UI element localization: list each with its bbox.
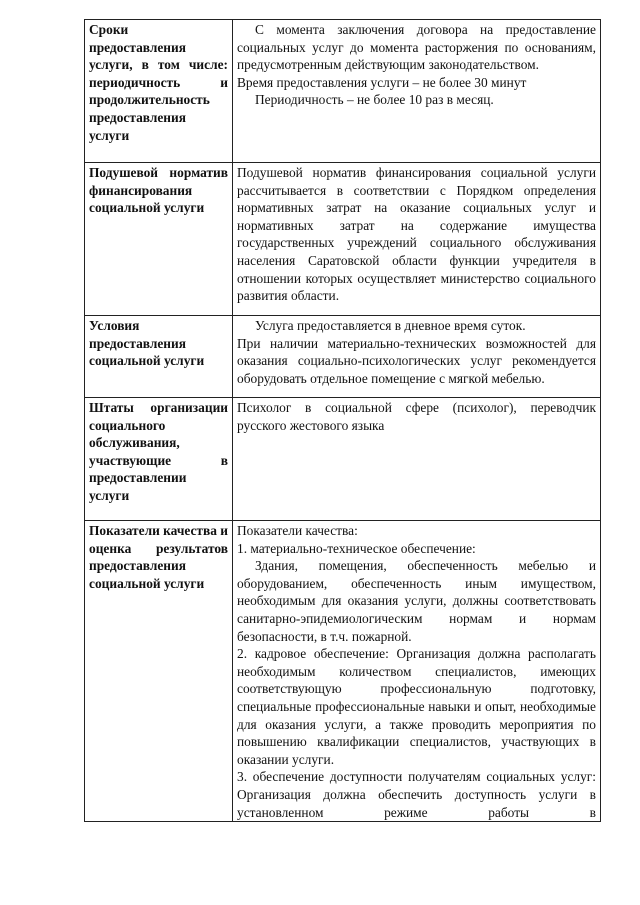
paragraph: С момента заключения договора на предоставление социальных услуг до момента расторжения по основаниям, предусмотренным действующим законодательством. — [237, 22, 596, 73]
spacer — [237, 109, 596, 126]
table-row — [85, 20, 601, 163]
row-label: Штаты организации социального обслуживания, участвующие в предоставлении услуги — [85, 398, 233, 521]
paragraph: При наличии материально-технических возможностей для оказания социально-психологических услуг рекомендуется оборудовать отдельное помещение с мягкой мебелью. — [237, 335, 596, 386]
paragraph: 3. обеспечение доступности получателям социальных услуг: Организация должна обеспечить доступность услуги в установленном режиме работы в — [237, 769, 596, 820]
table-row — [85, 521, 601, 822]
row-label: Условия предоставления социальной услуги — [85, 316, 233, 398]
paragraph: Периодичность – не более 10 раз в месяц. — [255, 92, 494, 108]
row-content — [233, 20, 601, 163]
paragraph: 2. кадровое обеспечение: Организация должна располагать необходимым количеством специалистов, имеющих соответствующую профессиональную подготовку, специальные профессиональные навыки и опыт, необходимые для оказания услуги, а также проводить мероприятия по повышению квалификации специалистов, участвующих в оказании услуги. — [237, 646, 596, 767]
paragraph: 1. материально-техническое обеспечение: — [237, 540, 476, 556]
paragraph: Здания, помещения, обеспеченность мебелью и оборудованием, обеспеченность иным имуществом, необходимым для оказания услуги, должны соответствовать санитарно-эпидемиологическим нормам и нормам безопасности, в т.ч. пожарной. — [237, 558, 596, 644]
services-table — [84, 19, 601, 822]
table-row — [85, 163, 601, 316]
row-content — [233, 163, 601, 316]
row-content — [233, 398, 601, 521]
paragraph: Услуга предоставляется в дневное время суток. — [255, 318, 526, 333]
table-row — [85, 398, 601, 521]
row-content — [233, 316, 601, 398]
paragraph: Психолог в социальной сфере (психолог), переводчик русского жестового языка — [237, 400, 596, 433]
row-label: Сроки предоставления услуги, в том числе: периодичность и продолжительность предоставления услуги — [85, 20, 233, 163]
row-label: Показатели качества и оценка результатов предоставления социальной услуги — [85, 521, 233, 822]
table-row — [85, 316, 601, 398]
row-content — [233, 521, 601, 822]
paragraph: Показатели качества: — [237, 523, 358, 538]
row-label: Подушевой норматив финансирования социальной услуги — [85, 163, 233, 316]
paragraph: Время предоставления услуги – не более 30 минут — [237, 74, 527, 90]
paragraph: Подушевой норматив финансирования социальной услуги рассчитывается в соответствии с Порядком определения нормативных затрат на оказание социальных услуг и нормативных затрат на содержание имущества государственных учреждений социального обслуживания населения Саратовской области функции учредителя в отношении которых осуществляет министерство социального развития области. — [237, 165, 596, 304]
